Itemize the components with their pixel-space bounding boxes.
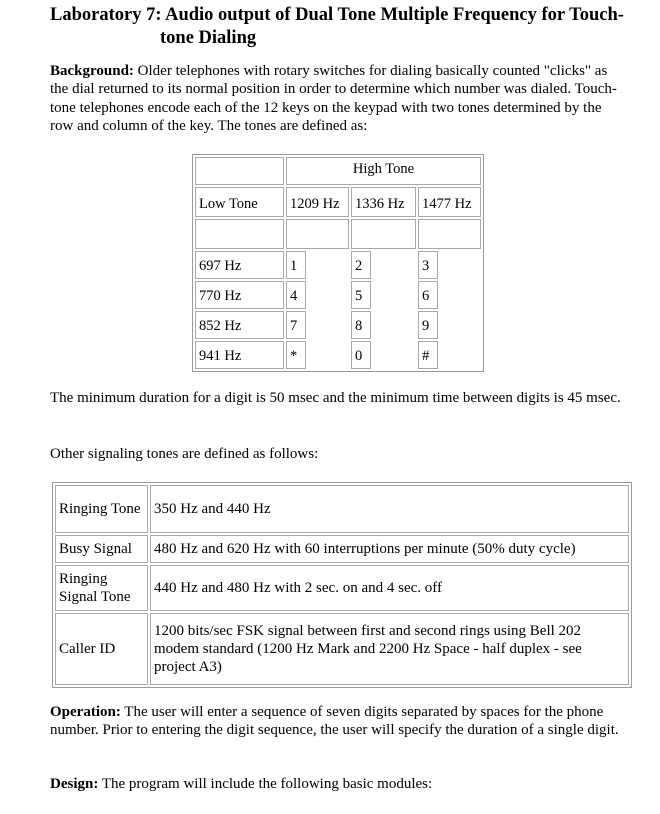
title-line-2: tone Dialing bbox=[160, 28, 257, 48]
dtmf-key-2: 2 bbox=[351, 251, 371, 279]
caller-id-desc: 1200 bits/sec FSK signal between first and second rings using Bell 202 modem standard (1200 Hz Mark and 2200 Hz Space - half duplex - see project A3) bbox=[150, 613, 629, 685]
dtmf-low-tone-header: Low Tone bbox=[195, 187, 284, 217]
dtmf-high-tone-1: 1209 Hz bbox=[286, 187, 349, 217]
dtmf-key-star: * bbox=[286, 341, 306, 369]
dtmf-key-1: 1 bbox=[286, 251, 306, 279]
operation-paragraph bbox=[50, 703, 625, 740]
operation-text: The user will enter a sequence of seven digits separated by spaces for the phone number. Prior to entering the digit sequence, the user will specify the duration of a single digit. bbox=[50, 704, 619, 739]
dtmf-key-7: 7 bbox=[286, 311, 306, 339]
background-text: Older telephones with rotary switches for dialing basically counted "clicks" as the dial returned to its normal position in order to determine which number was dialed. Touch-tone telephones encode each of the 12 keys on the keypad with two tones determined by the row and column of the key. The tones are defined as: bbox=[50, 63, 617, 135]
title-line-1: Laboratory 7: Audio output of Dual Tone Multiple Frequency for Touch- bbox=[50, 5, 624, 25]
dtmf-high-tone-2: 1336 Hz bbox=[351, 187, 416, 217]
lab-title bbox=[50, 4, 630, 50]
dtmf-low-tone-697: 697 Hz bbox=[195, 251, 284, 279]
dtmf-spacer-cell bbox=[351, 219, 416, 249]
dtmf-spacer-cell bbox=[418, 219, 481, 249]
background-paragraph bbox=[50, 62, 625, 136]
design-label: Design: bbox=[50, 776, 99, 792]
dtmf-table bbox=[192, 154, 484, 372]
dtmf-key-6: 6 bbox=[418, 281, 438, 309]
design-text: The program will include the following basic modules: bbox=[98, 776, 433, 792]
busy-signal-name: Busy Signal bbox=[55, 535, 148, 563]
ringing-signal-tone-name: Ringing Signal Tone bbox=[55, 565, 148, 611]
dtmf-key-5: 5 bbox=[351, 281, 371, 309]
caller-id-name: Caller ID bbox=[55, 613, 148, 685]
dtmf-key-4: 4 bbox=[286, 281, 306, 309]
dtmf-key-9: 9 bbox=[418, 311, 438, 339]
dtmf-low-tone-941: 941 Hz bbox=[195, 341, 284, 369]
dtmf-high-tone-header: High Tone bbox=[286, 157, 481, 185]
dtmf-low-tone-852: 852 Hz bbox=[195, 311, 284, 339]
dtmf-key-0: 0 bbox=[351, 341, 371, 369]
ringing-tone-name: Ringing Tone bbox=[55, 485, 148, 533]
dtmf-empty-corner bbox=[195, 157, 284, 185]
dtmf-key-8: 8 bbox=[351, 311, 371, 339]
ringing-tone-desc: 350 Hz and 440 Hz bbox=[150, 485, 629, 533]
dtmf-key-3: 3 bbox=[418, 251, 438, 279]
other-tones-table bbox=[52, 482, 632, 688]
operation-label: Operation: bbox=[50, 704, 121, 720]
dtmf-spacer-cell bbox=[286, 219, 349, 249]
dtmf-spacer-cell bbox=[195, 219, 284, 249]
min-duration-paragraph: The minimum duration for a digit is 50 msec and the minimum time between digits is 45 msec. bbox=[50, 390, 621, 406]
dtmf-key-hash: # bbox=[418, 341, 438, 369]
dtmf-high-tone-3: 1477 Hz bbox=[418, 187, 481, 217]
design-paragraph bbox=[50, 775, 625, 793]
ringing-signal-tone-desc: 440 Hz and 480 Hz with 2 sec. on and 4 sec. off bbox=[150, 565, 629, 611]
other-tones-intro: Other signaling tones are defined as follows: bbox=[50, 446, 319, 462]
dtmf-low-tone-770: 770 Hz bbox=[195, 281, 284, 309]
busy-signal-desc: 480 Hz and 620 Hz with 60 interruptions per minute (50% duty cycle) bbox=[150, 535, 629, 563]
background-label: Background: bbox=[50, 63, 134, 79]
